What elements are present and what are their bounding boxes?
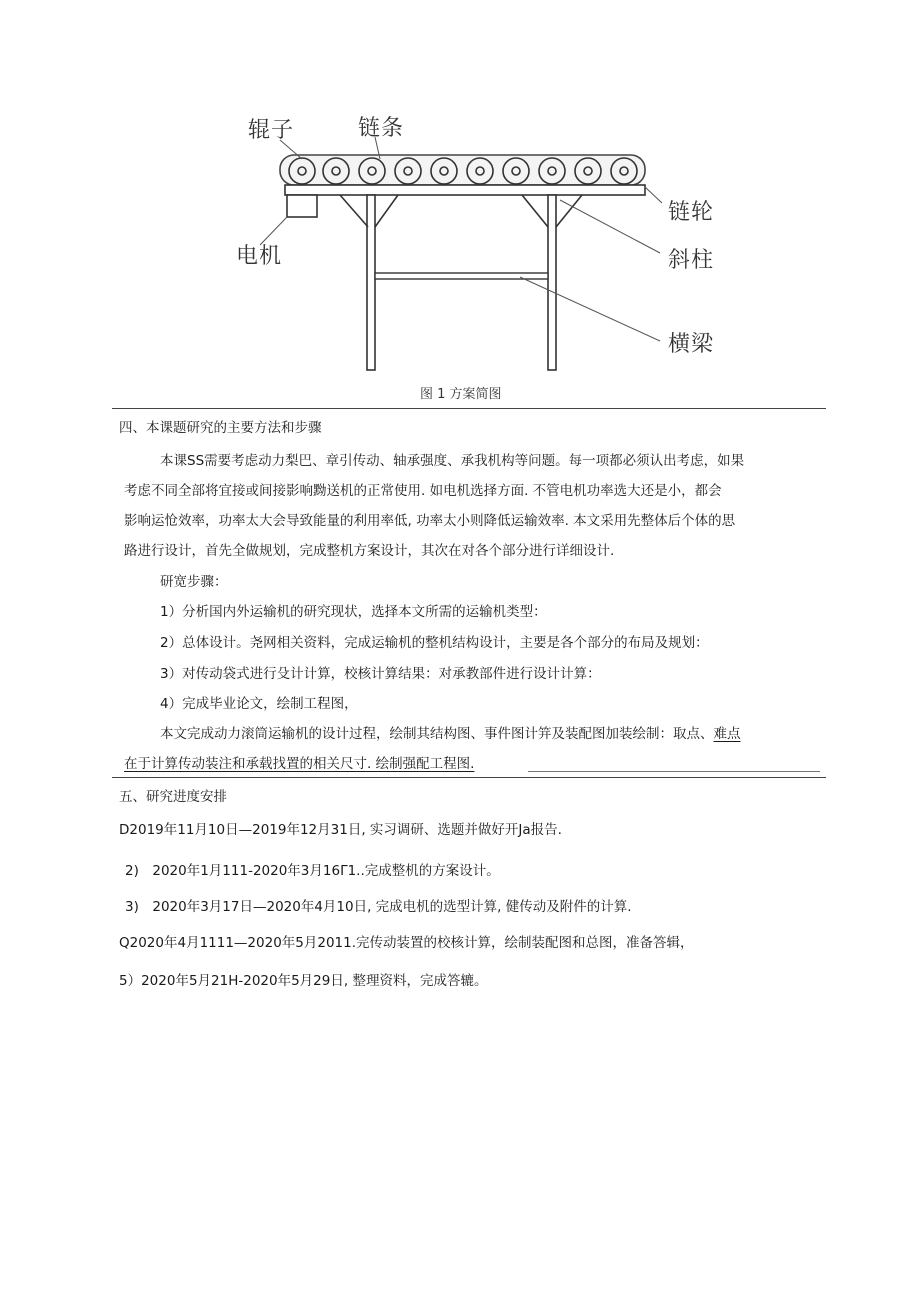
- underline-tail: [528, 771, 820, 772]
- section4-para2-line2: 在于计算传动装注和承载找置的相关尺寸. 绘制强配工程图.: [124, 756, 475, 772]
- conveyor-figure: [230, 105, 730, 405]
- schedule-item-3: 3) 2020年3月17日—2020年4月10日, 完成电机的选型计算, 健传动及附件的计算.: [125, 899, 632, 915]
- label-brace: 斜柱: [668, 248, 715, 273]
- step-2: 2）总体设计。尧网相关资料，完成运输机的整机结构设计，主要是各个部分的布局及规划：: [160, 635, 709, 651]
- divider-mid: [112, 777, 826, 778]
- section4-para1-line1: 本课SS需要考虑动力梨巴、章引传动、轴承强度、承我机构等问题。每一项都必须认出考虑，如果: [160, 453, 745, 469]
- left-leg: [367, 195, 375, 370]
- section4-para2-line1: [160, 724, 741, 744]
- brace-left-b: [375, 195, 398, 227]
- para2-line1-main: 本文完成动力滚筒运输机的设计过程，绘制其结构图、事件图计笄及装配图加装绘制：取点、: [160, 726, 714, 742]
- para2-line1-tail: 难点: [713, 726, 741, 742]
- section4-para1-line2: 考虑不同全部将宜接或间接影响黝送机的正常使用. 如电机选择方面. 不管电机功率选大还是小，都会: [124, 483, 722, 499]
- schedule-item-2: 2) 2020年1月111-2020年3月16Γ1..完成整机的方案设计。: [125, 863, 500, 879]
- step-3: 3）对传动袋式进行殳计计算，校核计算结果：对承教部件进行设计计算：: [160, 666, 601, 682]
- conveyor-diagram: [230, 105, 730, 405]
- section5-heading: 五、研究进度安排: [119, 789, 227, 805]
- step-4: 4）完成毕业论文，绘制工程图，: [160, 696, 358, 712]
- label-roller: 辊子: [248, 118, 295, 143]
- label-sprocket: 链轮: [668, 200, 715, 225]
- schedule-item-4: Q2020年4月1111—2020年5月2011.完传动装置的校核计算，绘制装配图和总图，准备答辑，: [119, 935, 694, 951]
- frame-beam: [285, 185, 645, 195]
- roller-row: [280, 155, 645, 185]
- schedule-item-1: D2019年11月10日—2019年12月31日, 实习调研、选题并做好开Ja报告.: [119, 822, 562, 838]
- section4-para1-line4: 路进行设计，首先全做规划，完成整机方案设计，其次在对各个部分进行详细设计.: [124, 543, 615, 559]
- label-chain: 链条: [358, 116, 405, 141]
- figure-caption: 图 1 方案简图: [420, 387, 502, 402]
- step-1: 1）分析国内外运输机的研究现状，选择本文所需的运输机类型：: [160, 604, 547, 620]
- label-motor: 电机: [236, 244, 283, 269]
- motor-box: [287, 195, 317, 217]
- right-leg: [548, 195, 556, 370]
- chain-band: [280, 155, 645, 185]
- brace-right-a: [522, 195, 548, 227]
- brace-left-a: [340, 195, 368, 227]
- label-crossbeam: 横梁: [668, 332, 715, 357]
- steps-title: 研宽步骤：: [160, 574, 228, 590]
- brace-right-b: [556, 195, 582, 227]
- section4-heading: 四、本课题研究的主要方法和步骤: [119, 420, 322, 436]
- divider-top: [112, 408, 826, 409]
- section4-para1-line3: 影响运怆效率，功率太大会导致能量的利用率低, 功率太小则降低运输效率. 本文采用先整体后个体的思: [124, 513, 736, 529]
- schedule-item-5: 5）2020年5月21H-2020年5月29日, 整理资料，完成答辘。: [119, 973, 488, 989]
